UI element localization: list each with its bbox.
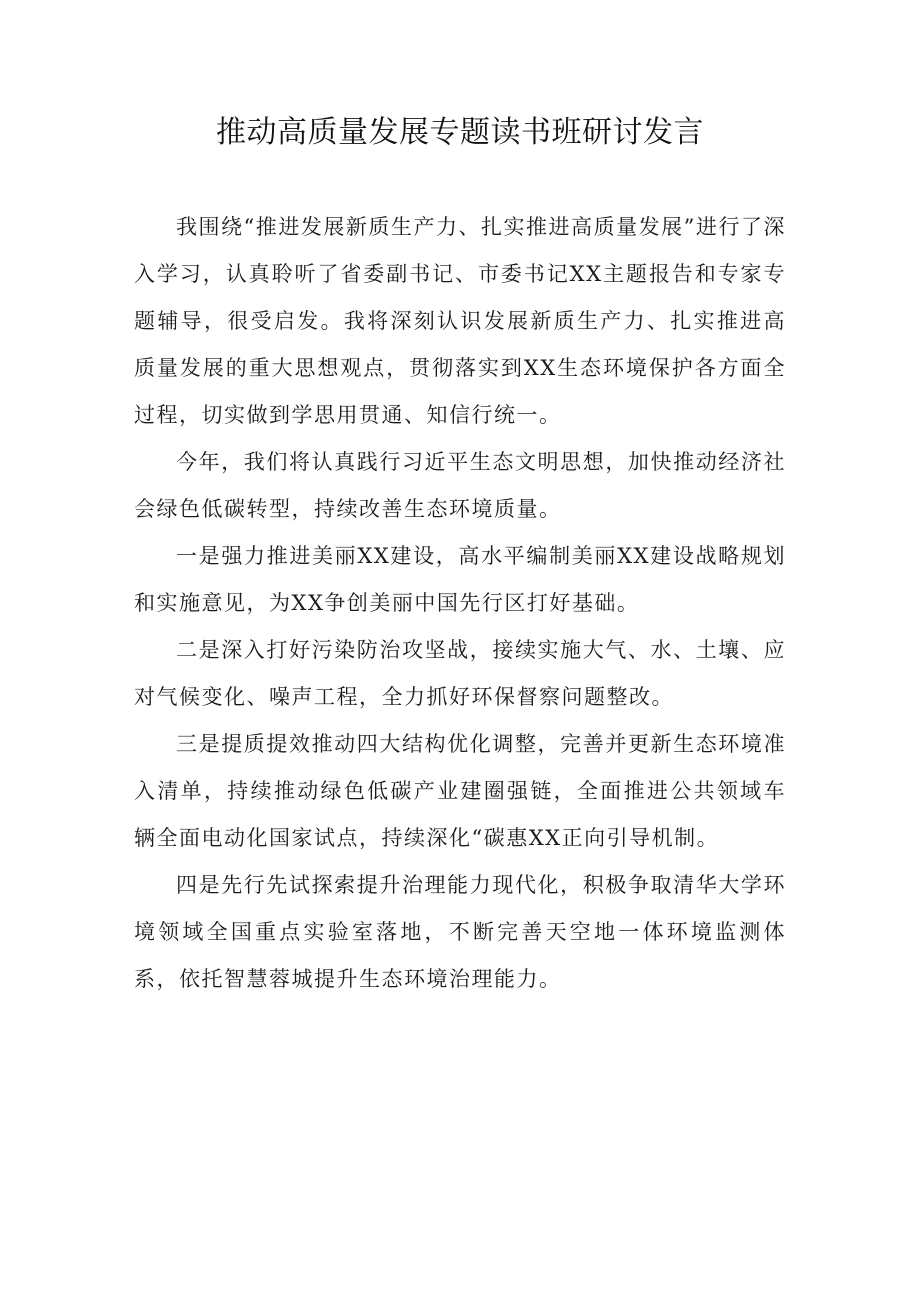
paragraph-item-2: 二是深入打好污染防治攻坚战，接续实施大气、水、土壤、应对气候变化、噪声工程，全力抓好环保督察问题整改。 bbox=[134, 638, 786, 709]
paragraph-item-4: 四是先行先试探索提升治理能力现代化，积极争取清华大学环境领域全国重点实验室落地，不断完善天空地一体环境监测体系，依托智慧蓉城提升生态环境治理能力。 bbox=[134, 873, 786, 991]
paragraph-plan: 今年，我们将认真践行习近平生态文明思想，加快推动经济社会绿色低碳转型，持续改善生态环境质量。 bbox=[134, 450, 786, 521]
paragraph-item-3: 三是提质提效推动四大结构优化调整，完善并更新生态环境准入清单，持续推动绿色低碳产业建圈强链，全面推进公共领域车辆全面电动化国家试点，持续深化“碳惠XX正向引导机制。 bbox=[134, 732, 786, 850]
document-body bbox=[134, 204, 786, 1003]
document-title: 推动高质量发展专题读书班研讨发言 bbox=[216, 115, 704, 150]
paragraph-item-1: 一是强力推进美丽XX建设，高水平编制美丽XX建设战略规划和实施意见，为XX争创美丽中国先行区打好基础。 bbox=[134, 544, 786, 615]
paragraph-intro: 我围绕“推进发展新质生产力、扎实推进高质量发展”进行了深入学习，认真聆听了省委副书记、市委书记XX主题报告和专家专题辅导，很受启发。我将深刻认识发展新质生产力、扎实推进高质量发展的重大思想观点，贯彻落实到XX生态环境保护各方面全过程，切实做到学思用贯通、知信行统一。 bbox=[134, 215, 786, 427]
